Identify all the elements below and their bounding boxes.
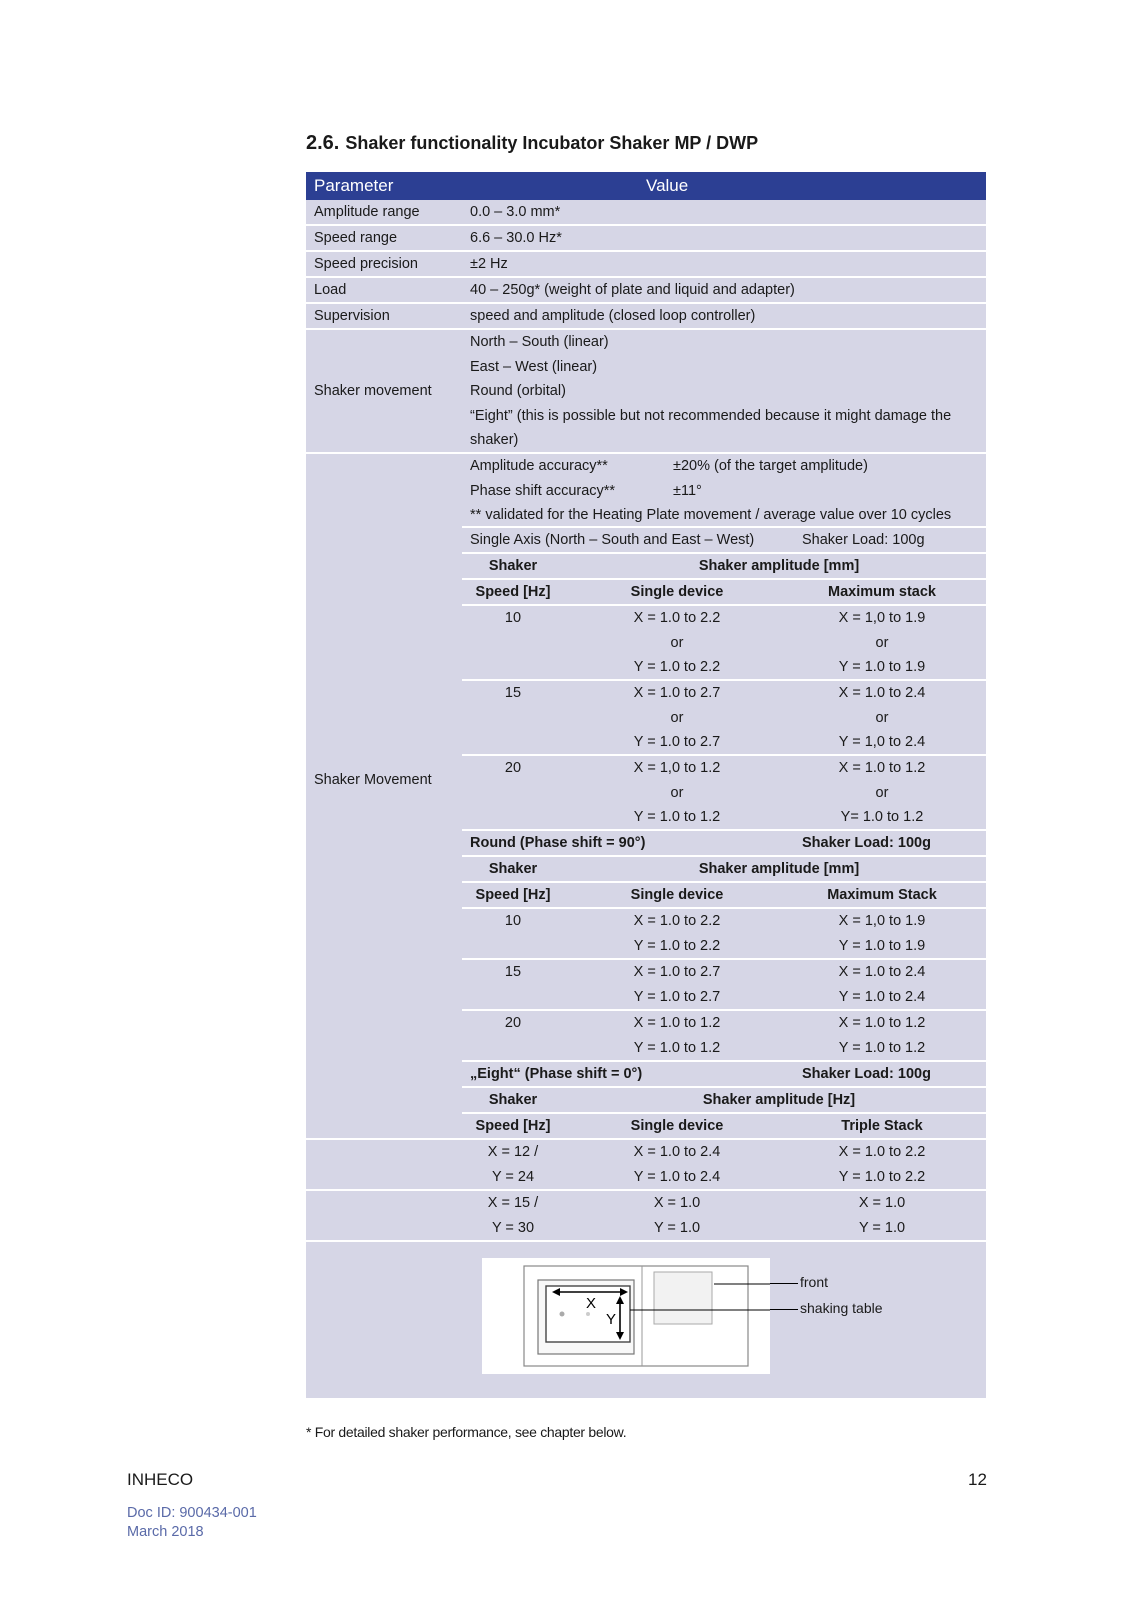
stack-cell: X = 1.0 to 2.2 [838,1144,926,1160]
round-header-2 [462,883,986,909]
single-axis-header-1 [462,554,986,580]
header-parameter: Parameter [314,176,394,195]
param-cell: Load [314,282,347,298]
table-row [306,278,986,304]
movement-line: East – West (linear) [470,358,598,375]
table-pin [560,1312,565,1317]
section-title: Shaker functionality Incubator Shaker MP / DWP [345,133,759,153]
param-cell: Shaker Movement [314,772,432,788]
label-front: front [800,1274,829,1290]
speed-header: Shaker [488,1092,538,1108]
round-header-1 [462,857,986,883]
speed-cell: 15 [504,685,522,701]
table-row [462,960,986,1011]
stack-header: Maximum Stack [827,887,937,903]
param-cell: Shaker movement [314,383,432,399]
device-cell: X = 1.0 to 1.2 [633,1015,721,1031]
table-row [462,1011,986,1062]
round-load: Shaker Load: 100g [802,835,931,851]
accuracy-value: ±20% (of the target amplitude) [673,458,868,474]
device-cell: X = 1.0 to 2.7 [633,964,721,980]
page-number: 12 [968,1470,987,1489]
footer-brand: INHECO [127,1470,194,1489]
doc-info [127,1504,257,1542]
eight-header-1 [462,1088,986,1114]
amplitude-header: Shaker amplitude [mm] [698,558,860,574]
shaker-diagram [482,1258,770,1374]
table-row [462,681,986,756]
param-cell: Amplitude range [314,204,420,220]
front-leader-ext [770,1283,798,1284]
eight-header-2-row [306,1114,986,1140]
section-heading [306,132,758,155]
speed-unit-header: Speed [Hz] [475,584,551,600]
movement-types [470,330,951,453]
stack-cell: Y = 1.0 to 1.9 [838,659,926,675]
device-cell: X = 1,0 to 1.2 [633,760,721,776]
footnote: * For detailed shaker performance, see chapter below. [306,1424,627,1440]
label-shaking-table: shaking table [800,1300,883,1316]
doc-date: March 2018 [127,1524,204,1540]
movement-line: shaker) [470,432,519,448]
stack-cell: X = 1.0 to 2.4 [838,964,926,980]
stack-cell: Y = 1,0 to 2.4 [838,734,926,750]
speed-cell: 20 [504,1015,522,1031]
shaker-spec-table [306,172,986,1398]
table-row [462,756,986,831]
param-cell: Supervision [314,308,390,324]
device-cell: X = 1.0 to 2.4 [633,1144,721,1160]
device-cell: Y = 1.0 to 1.2 [633,1039,721,1056]
speed-cell: Y = 30 [491,1219,535,1236]
table-row [306,1191,986,1242]
device-header: Single device [630,887,724,903]
device-cell: X = 1.0 to 2.2 [633,610,721,626]
shaker-figure [482,1258,770,1374]
stack-cell: Y = 1.0 to 1.2 [838,1039,926,1056]
table-pin [586,1312,590,1316]
device-cell: or [670,634,684,651]
stack-cell: X = 1,0 to 1.9 [838,610,926,626]
stack-cell: or [875,634,889,651]
stack-cell: Y = 1.0 to 1.9 [838,937,926,954]
device-cell: Y = 1.0 [653,1219,701,1236]
device-cell: X = 1.0 to 2.7 [633,685,721,701]
speed-cell: 10 [504,610,522,626]
speed-cell: 15 [504,964,522,980]
accuracy-label: Phase shift accuracy** [470,482,616,499]
speed-header: Shaker [488,558,538,574]
device-header: Single device [630,1118,724,1134]
stack-cell: or [875,784,889,801]
stack-cell: X = 1.0 [858,1195,906,1211]
stack-cell: X = 1.0 to 2.4 [838,685,926,701]
device-cell: or [670,709,684,726]
device-header: Single device [630,584,724,600]
section-number: 2.6. [306,132,340,154]
single-axis-load: Shaker Load: 100g [802,532,925,548]
single-axis-title-row [462,528,986,554]
device-cell: Y = 1.0 to 2.2 [633,937,721,954]
device-cell: X = 1.0 to 2.2 [633,913,721,929]
axis-x-label: X [586,1295,597,1312]
front-panel [654,1272,712,1324]
stack-cell: Y = 1.0 [858,1219,906,1236]
value-cell: 40 – 250g* (weight of plate and liquid and adapter) [470,282,795,298]
table-row [462,606,986,681]
table-row [306,200,986,226]
movement-line: “Eight” (this is possible but not recommended because it might damage the [470,407,952,424]
speed-cell: Y = 24 [491,1168,535,1185]
doc-id: Doc ID: 900434-001 [127,1505,257,1521]
device-cell: Y = 1.0 to 2.7 [633,988,721,1005]
single-axis-title: Single Axis (North – South and East – West) [470,532,755,548]
table-row [306,252,986,278]
device-cell: Y = 1.0 to 2.7 [633,734,721,750]
single-axis-header-2 [462,580,986,606]
value-cell: ±2 Hz [470,256,508,272]
device-cell: X = 1.0 [653,1195,701,1211]
table-row [306,304,986,330]
table-row [306,1140,986,1191]
stack-cell: or [875,709,889,726]
speed-cell: 20 [504,760,522,776]
accuracy-block [462,454,986,528]
stack-header: Triple Stack [841,1118,923,1134]
value-cell: 6.6 – 30.0 Hz* [470,230,562,246]
movement-line: Round (orbital) [470,383,566,399]
table-leader-ext [770,1309,798,1310]
param-cell: Speed precision [314,256,418,272]
round-title-row [462,831,986,857]
stack-header: Maximum stack [828,584,936,600]
stack-cell: Y = 1.0 to 2.4 [838,988,926,1005]
validated-note: ** validated for the Heating Plate movement / average value over 10 cycles [470,507,952,523]
param-cell: Speed range [314,230,398,246]
movement-line: North – South (linear) [470,334,609,350]
speed-unit-header: Speed [Hz] [475,1118,551,1134]
shaker-movement-row [306,330,986,454]
eight-title: „Eight“ (Phase shift = 0°) [470,1066,643,1082]
amplitude-header: Shaker amplitude [mm] [698,861,860,877]
stack-cell: X = 1.0 to 1.2 [838,760,926,776]
speed-unit-header: Speed [Hz] [475,887,551,903]
amplitude-header: Shaker amplitude [Hz] [702,1092,856,1108]
table-header [306,172,986,200]
speed-cell: X = 15 / [487,1195,539,1211]
stack-cell: Y = 1.0 to 2.2 [838,1168,926,1185]
device-cell: Y = 1.0 to 1.2 [633,809,721,825]
device-cell: Y = 1.0 to 2.4 [633,1168,721,1185]
stack-cell: X = 1.0 to 1.2 [838,1015,926,1031]
value-cell: 0.0 – 3.0 mm* [470,204,561,220]
round-title: Round (Phase shift = 90°) [470,835,646,851]
figure-row [306,1242,986,1398]
accuracy-value: ±11° [673,482,702,499]
stack-cell: Y= 1.0 to 1.2 [840,809,924,825]
value-cell: speed and amplitude (closed loop controller) [470,308,756,324]
stack-cell: X = 1,0 to 1.9 [838,913,926,929]
header-value: Value [646,176,689,195]
table-row [462,909,986,960]
speed-cell: X = 12 / [487,1144,539,1160]
table-row [306,226,986,252]
axis-y-label: Y [606,1311,617,1328]
eight-title-row [462,1062,986,1088]
device-cell: Y = 1.0 to 2.2 [633,659,721,675]
movement-detail-block [306,454,986,1114]
speed-cell: 10 [504,913,522,929]
eight-load: Shaker Load: 100g [802,1066,931,1082]
accuracy-label: Amplitude accuracy** [470,458,608,474]
speed-header: Shaker [488,861,538,877]
device-cell: or [670,784,684,801]
